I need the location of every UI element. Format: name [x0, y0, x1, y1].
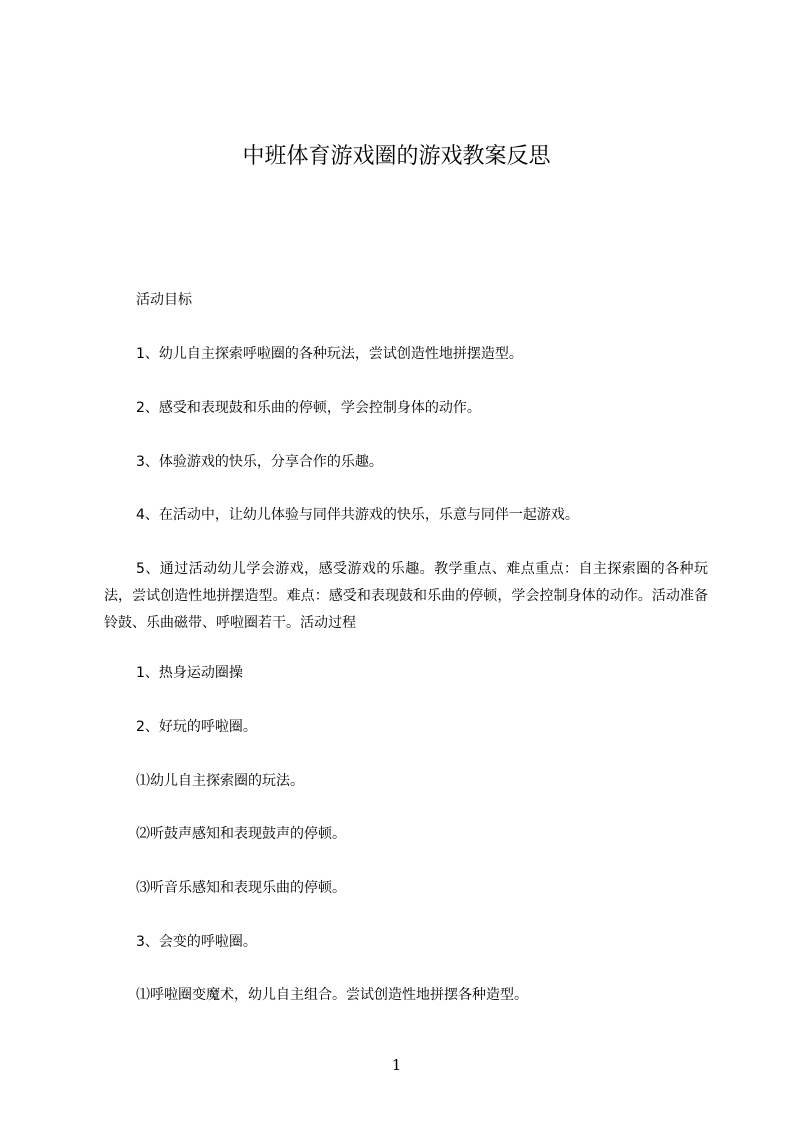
goal-item-4: 4、在活动中，让幼儿体验与同伴共游戏的快乐，乐意与同伴一起游戏。 — [136, 507, 579, 523]
section-heading: 活动目标 — [136, 292, 192, 308]
goal-item-3: 3、体验游戏的快乐，分享合作的乐趣。 — [136, 454, 383, 470]
document-title: 中班体育游戏圈的游戏教案反思 — [242, 144, 551, 169]
goal-item-1: 1、幼儿自主探索呼啦圈的各种玩法，尝试创造性地拼摆造型。 — [136, 346, 523, 362]
process-subitem-2: ⑵听鼓声感知和表现鼓声的停顿。 — [136, 826, 346, 842]
process-subitem-1: ⑴幼儿自主探索圈的玩法。 — [136, 773, 304, 789]
process-item-2: 2、好玩的呼啦圈。 — [136, 719, 257, 735]
process-subitem-4: ⑴呼啦圈变魔术，幼儿自主组合。尝试创造性地拼摆各种造型。 — [136, 987, 528, 1003]
goal-item-2: 2、感受和表现鼓和乐曲的停顿，学会控制身体的动作。 — [136, 400, 481, 416]
goal-item-5-paragraph: 5、通过活动幼儿学会游戏，感受游戏的乐趣。教学重点、难点重点：自主探索圈的各种玩法，尝试创造性地拼摆造型。难点：感受和表现鼓和乐曲的停顿，学会控制身体的动作。活动准备铃鼓、乐曲磁带、呼啦圈若干。活动过程 — [104, 561, 708, 631]
process-subitem-3: ⑶听音乐感知和表现乐曲的停顿。 — [136, 880, 346, 896]
process-item-3: 3、会变的呼啦圈。 — [136, 934, 257, 950]
page-number: 1 — [391, 1056, 402, 1074]
process-item-1: 1、热身运动圈操 — [136, 665, 243, 681]
